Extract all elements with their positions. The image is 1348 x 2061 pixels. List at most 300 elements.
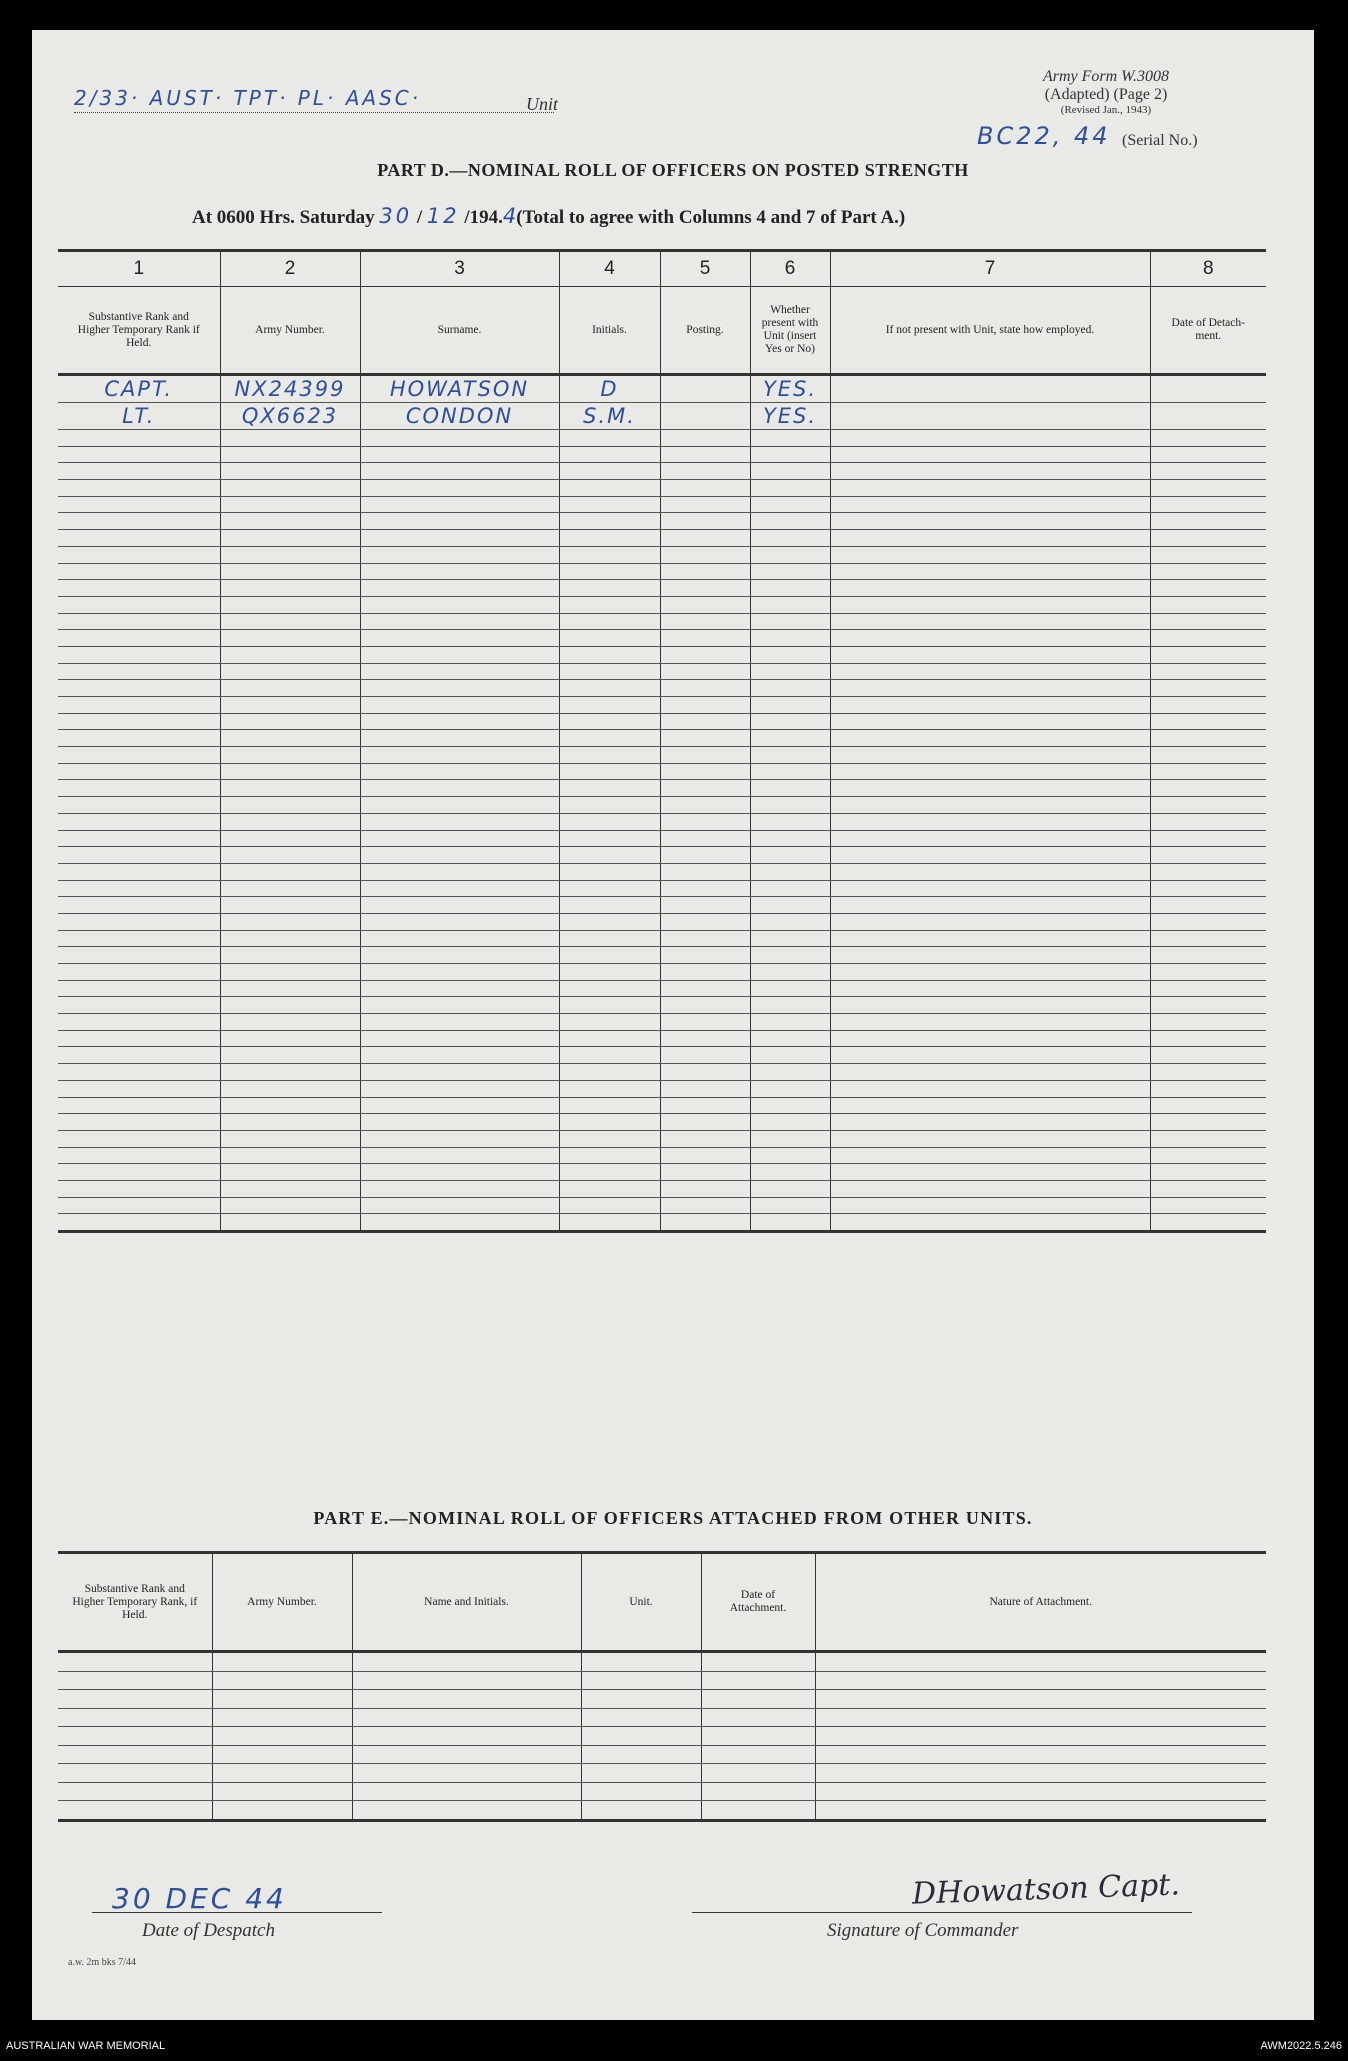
blank-cell (815, 1671, 1266, 1690)
blank-cell (750, 1014, 830, 1031)
blank-cell (559, 646, 660, 663)
blank-cell (58, 1130, 220, 1147)
blank-cell (830, 730, 1150, 747)
blank-cell (58, 964, 220, 981)
blank-cell (830, 780, 1150, 797)
blank-cell (559, 1197, 660, 1214)
blank-cell (660, 930, 750, 947)
blank-cell (660, 1147, 750, 1164)
date-prefix: At 0600 Hrs. Saturday (192, 207, 375, 228)
blank-row (58, 813, 1266, 830)
blank-cell (750, 1164, 830, 1181)
blank-row (58, 897, 1266, 914)
blank-cell (660, 1047, 750, 1064)
blank-cell (360, 1080, 559, 1097)
blank-cell (660, 980, 750, 997)
blank-cell (220, 1164, 360, 1181)
blank-cell (581, 1764, 701, 1783)
blank-cell (750, 797, 830, 814)
blank-cell (212, 1745, 352, 1764)
blank-cell (559, 546, 660, 563)
blank-cell (830, 763, 1150, 780)
blank-cell (220, 830, 360, 847)
blank-row (58, 1745, 1266, 1764)
header-date-attachment: Date of Attachment. (701, 1553, 815, 1652)
blank-cell (1150, 563, 1266, 580)
blank-cell (559, 1114, 660, 1131)
blank-cell (750, 763, 830, 780)
blank-cell (750, 513, 830, 530)
blank-cell (660, 446, 750, 463)
blank-cell (581, 1708, 701, 1727)
header-rank: Substantive Rank and Higher Temporary Rank if Held. (58, 287, 220, 375)
blank-cell (750, 546, 830, 563)
blank-cell (559, 463, 660, 480)
blank-cell (58, 713, 220, 730)
blank-cell (360, 730, 559, 747)
blank-cell (660, 997, 750, 1014)
blank-cell (360, 480, 559, 497)
blank-cell (660, 663, 750, 680)
blank-cell (660, 830, 750, 847)
blank-row (58, 663, 1266, 680)
blank-cell (660, 530, 750, 547)
blank-cell (559, 830, 660, 847)
blank-cell (360, 430, 559, 447)
blank-cell (830, 1014, 1150, 1031)
blank-cell (830, 830, 1150, 847)
blank-cell (830, 964, 1150, 981)
blank-cell (660, 863, 750, 880)
blank-cell (1150, 747, 1266, 764)
blank-cell (750, 530, 830, 547)
blank-cell (660, 680, 750, 697)
blank-cell (660, 1114, 750, 1131)
header-date-detachment: Date of Detach-ment. (1150, 287, 1266, 375)
blank-cell (815, 1727, 1266, 1746)
cell-posting (660, 403, 750, 430)
blank-cell (1150, 663, 1266, 680)
blank-cell (360, 913, 559, 930)
print-code: a.w. 2m bks 7/44 (68, 1957, 136, 1968)
blank-cell (220, 763, 360, 780)
blank-cell (660, 480, 750, 497)
blank-cell (220, 713, 360, 730)
blank-cell (360, 663, 559, 680)
blank-cell (1150, 947, 1266, 964)
header-nature-attachment: Nature of Attachment. (815, 1553, 1266, 1652)
blank-cell (360, 546, 559, 563)
blank-cell (58, 1147, 220, 1164)
blank-cell (58, 980, 220, 997)
blank-cell (220, 1014, 360, 1031)
date-month: 12 (426, 204, 460, 228)
blank-cell (220, 1080, 360, 1097)
blank-cell (220, 546, 360, 563)
blank-cell (1150, 1147, 1266, 1164)
part-d-title: PART D.—NOMINAL ROLL OF OFFICERS ON POSTED STRENGTH (377, 160, 969, 180)
header-army-number: Army Number. (220, 287, 360, 375)
blank-cell (220, 496, 360, 513)
blank-cell (559, 1147, 660, 1164)
blank-cell (830, 463, 1150, 480)
blank-cell (360, 1064, 559, 1081)
blank-cell (750, 446, 830, 463)
blank-cell (660, 1130, 750, 1147)
blank-cell (559, 563, 660, 580)
cell-rank: CAPT. (58, 375, 220, 403)
blank-cell (58, 863, 220, 880)
blank-cell (815, 1782, 1266, 1801)
blank-cell (815, 1690, 1266, 1709)
blank-cell (660, 713, 750, 730)
blank-cell (58, 680, 220, 697)
blank-cell (360, 513, 559, 530)
blank-cell (220, 813, 360, 830)
blank-row (58, 847, 1266, 864)
blank-cell (830, 947, 1150, 964)
blank-cell (701, 1745, 815, 1764)
cell-date (1150, 403, 1266, 430)
blank-cell (559, 1030, 660, 1047)
blank-cell (58, 663, 220, 680)
blank-cell (660, 496, 750, 513)
blank-row (58, 697, 1266, 714)
blank-cell (559, 513, 660, 530)
blank-cell (220, 913, 360, 930)
blank-cell (220, 1064, 360, 1081)
blank-cell (220, 880, 360, 897)
blank-cell (830, 997, 1150, 1014)
blank-cell (58, 797, 220, 814)
blank-cell (360, 997, 559, 1014)
blank-cell (360, 713, 559, 730)
blank-cell (830, 697, 1150, 714)
blank-row (58, 480, 1266, 497)
form-line-2: (Adapted) (Page 2) (1044, 86, 1168, 103)
blank-cell (220, 980, 360, 997)
blank-cell (660, 563, 750, 580)
part-d-column-numbers (58, 251, 1266, 287)
header-posting: Posting. (660, 287, 750, 375)
blank-cell (660, 880, 750, 897)
blank-cell (830, 613, 1150, 630)
blank-row (58, 913, 1266, 930)
blank-cell (58, 1030, 220, 1047)
blank-cell (220, 1147, 360, 1164)
blank-cell (660, 697, 750, 714)
blank-cell (360, 830, 559, 847)
blank-cell (559, 446, 660, 463)
blank-cell (750, 947, 830, 964)
despatch-label: Date of Despatch (142, 1920, 275, 1941)
blank-cell (352, 1745, 581, 1764)
blank-cell (58, 897, 220, 914)
blank-cell (830, 646, 1150, 663)
blank-cell (1150, 897, 1266, 914)
blank-cell (559, 580, 660, 597)
blank-cell (830, 980, 1150, 997)
blank-cell (750, 1097, 830, 1114)
blank-cell (830, 913, 1150, 930)
blank-cell (360, 847, 559, 864)
blank-row (58, 713, 1266, 730)
blank-row (58, 964, 1266, 981)
blank-cell (1150, 546, 1266, 563)
blank-cell (660, 747, 750, 764)
blank-cell (830, 1197, 1150, 1214)
serial-label: (Serial No.) (1122, 132, 1198, 149)
header-army-number: Army Number. (212, 1553, 352, 1652)
blank-cell (360, 630, 559, 647)
blank-cell (750, 697, 830, 714)
blank-cell (830, 1097, 1150, 1114)
blank-cell (1150, 1080, 1266, 1097)
blank-cell (750, 1064, 830, 1081)
col-number: 4 (559, 251, 660, 287)
blank-row (58, 830, 1266, 847)
blank-cell (360, 797, 559, 814)
blank-cell (830, 1164, 1150, 1181)
blank-cell (750, 430, 830, 447)
blank-cell (559, 1080, 660, 1097)
blank-row (58, 1708, 1266, 1727)
blank-cell (559, 1014, 660, 1031)
blank-cell (58, 496, 220, 513)
blank-cell (58, 947, 220, 964)
header-unit: Unit. (581, 1553, 701, 1652)
blank-cell (58, 697, 220, 714)
blank-cell (830, 1030, 1150, 1047)
blank-cell (1150, 513, 1266, 530)
blank-cell (559, 780, 660, 797)
blank-cell (220, 1097, 360, 1114)
blank-cell (220, 1114, 360, 1131)
blank-row (58, 1080, 1266, 1097)
blank-cell (581, 1745, 701, 1764)
blank-row (58, 596, 1266, 613)
blank-cell (830, 713, 1150, 730)
blank-cell (1150, 730, 1266, 747)
cell-surname: HOWATSON (360, 375, 559, 403)
blank-cell (559, 797, 660, 814)
header-initials: Initials. (559, 287, 660, 375)
blank-cell (660, 730, 750, 747)
blank-cell (58, 480, 220, 497)
blank-cell (559, 1130, 660, 1147)
blank-cell (559, 763, 660, 780)
blank-cell (360, 1114, 559, 1131)
blank-cell (750, 646, 830, 663)
blank-cell (360, 747, 559, 764)
blank-cell (830, 1214, 1150, 1232)
blank-cell (212, 1764, 352, 1783)
archive-credit-bar (0, 2034, 1348, 2061)
blank-cell (360, 1014, 559, 1031)
blank-cell (1150, 863, 1266, 880)
blank-cell (220, 863, 360, 880)
part-e-column-headers (58, 1553, 1266, 1652)
blank-cell (1150, 1064, 1266, 1081)
blank-cell (58, 1114, 220, 1131)
blank-cell (212, 1782, 352, 1801)
blank-cell (559, 930, 660, 947)
blank-cell (360, 1130, 559, 1147)
col-number: 8 (1150, 251, 1266, 287)
credit-right: AWM2022.5.246 (1260, 2040, 1342, 2052)
blank-cell (701, 1652, 815, 1672)
blank-cell (750, 997, 830, 1014)
blank-cell (1150, 997, 1266, 1014)
blank-cell (581, 1727, 701, 1746)
blank-cell (830, 1130, 1150, 1147)
blank-cell (1150, 1047, 1266, 1064)
blank-cell (220, 680, 360, 697)
blank-cell (559, 847, 660, 864)
table-row (58, 403, 1266, 430)
unit-underline (74, 112, 554, 113)
blank-cell (581, 1690, 701, 1709)
blank-cell (220, 463, 360, 480)
blank-cell (750, 1130, 830, 1147)
header-surname: Surname. (360, 287, 559, 375)
blank-cell (660, 847, 750, 864)
blank-cell (1150, 880, 1266, 897)
blank-cell (220, 480, 360, 497)
blank-row (58, 646, 1266, 663)
blank-cell (58, 1690, 212, 1709)
blank-cell (360, 980, 559, 997)
blank-cell (830, 663, 1150, 680)
blank-cell (830, 496, 1150, 513)
blank-cell (360, 897, 559, 914)
blank-cell (660, 797, 750, 814)
blank-row (58, 797, 1266, 814)
blank-cell (1150, 530, 1266, 547)
blank-cell (830, 630, 1150, 647)
blank-cell (830, 530, 1150, 547)
blank-cell (1150, 713, 1266, 730)
blank-cell (701, 1708, 815, 1727)
table-row (58, 375, 1266, 403)
blank-cell (58, 1727, 212, 1746)
unit-value: 2/33· AUST· TPT· PL· AASC· (74, 86, 422, 110)
blank-cell (220, 747, 360, 764)
blank-cell (1150, 480, 1266, 497)
blank-cell (58, 930, 220, 947)
blank-cell (830, 430, 1150, 447)
blank-cell (360, 1047, 559, 1064)
blank-cell (360, 646, 559, 663)
blank-cell (660, 1080, 750, 1097)
blank-cell (1150, 1097, 1266, 1114)
blank-cell (1150, 1014, 1266, 1031)
blank-row (58, 1801, 1266, 1821)
blank-cell (1150, 1197, 1266, 1214)
blank-row (58, 763, 1266, 780)
part-e-table (58, 1551, 1266, 1822)
blank-cell (750, 813, 830, 830)
blank-row (58, 1047, 1266, 1064)
blank-cell (1150, 964, 1266, 981)
blank-cell (220, 663, 360, 680)
blank-cell (830, 897, 1150, 914)
blank-cell (58, 1671, 212, 1690)
blank-cell (660, 580, 750, 597)
blank-cell (830, 1147, 1150, 1164)
blank-cell (220, 563, 360, 580)
blank-cell (360, 880, 559, 897)
blank-cell (220, 730, 360, 747)
blank-cell (660, 964, 750, 981)
blank-cell (660, 1214, 750, 1232)
blank-cell (750, 630, 830, 647)
col-number: 6 (750, 251, 830, 287)
header-employed: If not present with Unit, state how employed. (830, 287, 1150, 375)
blank-cell (559, 697, 660, 714)
blank-cell (559, 747, 660, 764)
blank-cell (1150, 1180, 1266, 1197)
blank-row (58, 446, 1266, 463)
col-number: 3 (360, 251, 559, 287)
blank-cell (750, 964, 830, 981)
cell-date (1150, 375, 1266, 403)
blank-cell (581, 1652, 701, 1672)
blank-cell (660, 1164, 750, 1181)
blank-cell (58, 1745, 212, 1764)
blank-cell (660, 913, 750, 930)
blank-cell (559, 863, 660, 880)
blank-cell (660, 763, 750, 780)
blank-cell (830, 847, 1150, 864)
blank-cell (815, 1745, 1266, 1764)
blank-cell (750, 830, 830, 847)
blank-cell (1150, 697, 1266, 714)
blank-cell (701, 1727, 815, 1746)
blank-row (58, 1652, 1266, 1672)
blank-row (58, 1782, 1266, 1801)
date-suffix: (Total to agree with Columns 4 and 7 of Part A.) (516, 207, 906, 228)
blank-cell (750, 880, 830, 897)
blank-row (58, 1014, 1266, 1031)
header-rank: Substantive Rank and Higher Temporary Rank, if Held. (58, 1553, 212, 1652)
blank-cell (830, 813, 1150, 830)
blank-cell (58, 1097, 220, 1114)
form-line-3: (Revised Jan., 1943) (1060, 104, 1152, 116)
blank-cell (58, 1801, 212, 1821)
blank-cell (58, 747, 220, 764)
blank-row (58, 1147, 1266, 1164)
blank-cell (212, 1708, 352, 1727)
blank-cell (1150, 1130, 1266, 1147)
blank-cell (360, 763, 559, 780)
blank-cell (660, 1030, 750, 1047)
blank-cell (750, 496, 830, 513)
blank-cell (830, 546, 1150, 563)
blank-cell (360, 680, 559, 697)
blank-row (58, 1030, 1266, 1047)
blank-cell (58, 430, 220, 447)
blank-cell (1150, 630, 1266, 647)
blank-cell (750, 1197, 830, 1214)
blank-cell (660, 1180, 750, 1197)
blank-cell (701, 1671, 815, 1690)
blank-cell (360, 863, 559, 880)
blank-cell (360, 813, 559, 830)
header-name-initials: Name and Initials. (352, 1553, 581, 1652)
blank-cell (559, 630, 660, 647)
blank-cell (220, 513, 360, 530)
